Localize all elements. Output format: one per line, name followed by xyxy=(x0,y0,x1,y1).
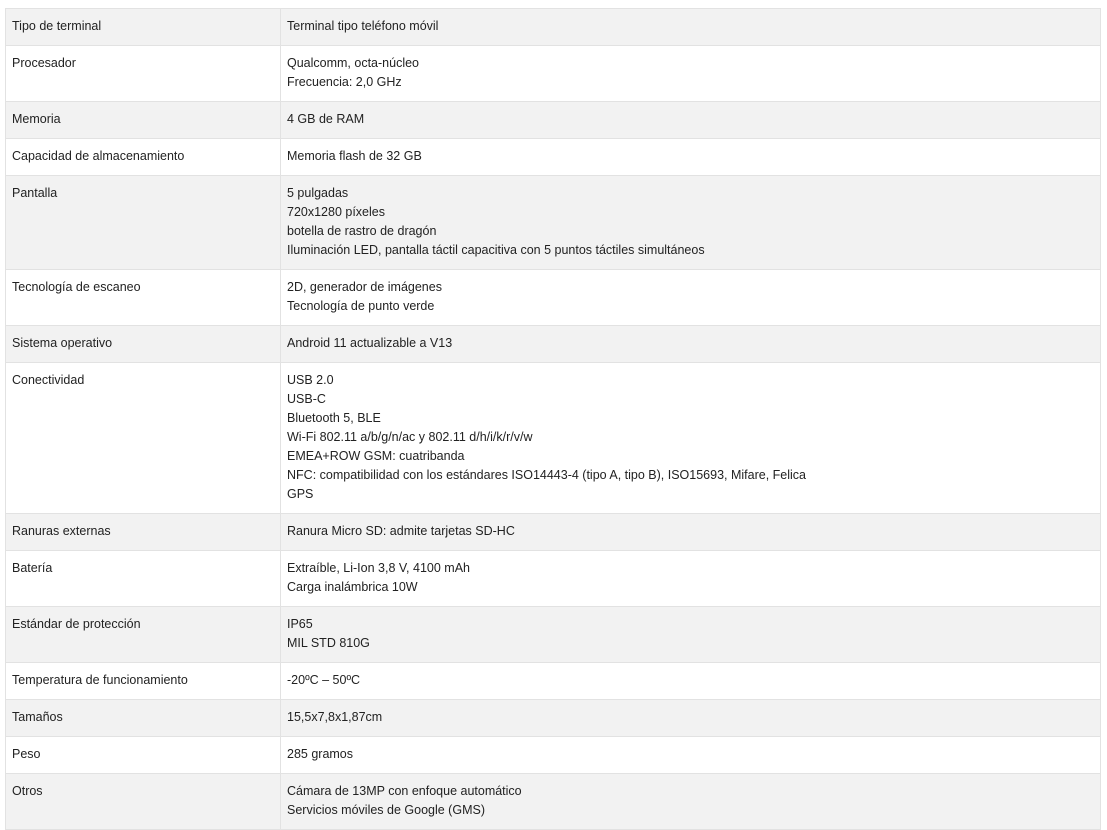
spec-value-line: Frecuencia: 2,0 GHz xyxy=(287,75,402,89)
spec-row xyxy=(6,46,1101,102)
spec-row xyxy=(6,700,1101,737)
spec-table xyxy=(5,8,1101,830)
spec-value-line: NFC: compatibilidad con los estándares ISO14443-4 (tipo A, tipo B), ISO15693, Mifare, Felica xyxy=(287,468,807,482)
spec-value-line: Servicios móviles de Google (GMS) xyxy=(287,803,485,817)
spec-row xyxy=(6,363,1101,514)
spec-label: Ranuras externas xyxy=(6,514,281,551)
spec-value-line: 720x1280 píxeles xyxy=(287,205,385,219)
spec-value xyxy=(281,363,1101,514)
spec-value-line: GPS xyxy=(287,487,314,501)
spec-row xyxy=(6,139,1101,176)
spec-value-line: 285 gramos xyxy=(287,747,354,761)
spec-row xyxy=(6,607,1101,663)
spec-value-line: Carga inalámbrica 10W xyxy=(287,580,418,594)
spec-value-line: USB-C xyxy=(287,392,326,406)
spec-table-body xyxy=(6,9,1101,830)
spec-row xyxy=(6,774,1101,830)
spec-label: Tamaños xyxy=(6,700,281,737)
spec-row xyxy=(6,9,1101,46)
spec-value xyxy=(281,514,1101,551)
spec-value-line: 5 pulgadas xyxy=(287,186,349,200)
spec-label: Pantalla xyxy=(6,176,281,270)
spec-row xyxy=(6,326,1101,363)
spec-label: Temperatura de funcionamiento xyxy=(6,663,281,700)
spec-value-line: 2D, generador de imágenes xyxy=(287,280,442,294)
spec-label: Batería xyxy=(6,551,281,607)
spec-label: Estándar de protección xyxy=(6,607,281,663)
spec-value-line: Terminal tipo teléfono móvil xyxy=(287,19,439,33)
spec-value-line: Extraíble, Li-Ion 3,8 V, 4100 mAh xyxy=(287,561,470,575)
spec-row xyxy=(6,176,1101,270)
spec-value xyxy=(281,326,1101,363)
spec-value-line: USB 2.0 xyxy=(287,373,334,387)
spec-row xyxy=(6,102,1101,139)
spec-row xyxy=(6,270,1101,326)
spec-value xyxy=(281,607,1101,663)
spec-value xyxy=(281,139,1101,176)
spec-value-line: 15,5x7,8x1,87cm xyxy=(287,710,383,724)
spec-value xyxy=(281,774,1101,830)
spec-label: Conectividad xyxy=(6,363,281,514)
spec-value-line: Wi-Fi 802.11 a/b/g/n/ac y 802.11 d/h/i/k/r/v/w xyxy=(287,430,533,444)
spec-value-line: -20ºC – 50ºC xyxy=(287,673,361,687)
spec-value-line: 4 GB de RAM xyxy=(287,112,365,126)
spec-value-line: IP65 xyxy=(287,617,313,631)
spec-value-line: Ranura Micro SD: admite tarjetas SD-HC xyxy=(287,524,515,538)
spec-value-line: Tecnología de punto verde xyxy=(287,299,435,313)
spec-row xyxy=(6,737,1101,774)
spec-value xyxy=(281,663,1101,700)
spec-value xyxy=(281,737,1101,774)
spec-row xyxy=(6,514,1101,551)
spec-label: Tipo de terminal xyxy=(6,9,281,46)
spec-label: Peso xyxy=(6,737,281,774)
spec-label: Otros xyxy=(6,774,281,830)
spec-label: Capacidad de almacenamiento xyxy=(6,139,281,176)
spec-value xyxy=(281,9,1101,46)
spec-value xyxy=(281,176,1101,270)
spec-value-line: EMEA+ROW GSM: cuatribanda xyxy=(287,449,465,463)
spec-value-line: Android 11 actualizable a V13 xyxy=(287,336,453,350)
spec-value-line: Bluetooth 5, BLE xyxy=(287,411,381,425)
spec-row xyxy=(6,551,1101,607)
spec-value xyxy=(281,700,1101,737)
spec-value-line: botella de rastro de dragón xyxy=(287,224,437,238)
spec-value xyxy=(281,102,1101,139)
spec-value-line: MIL STD 810G xyxy=(287,636,370,650)
spec-label: Procesador xyxy=(6,46,281,102)
spec-value-line: Cámara de 13MP con enfoque automático xyxy=(287,784,522,798)
spec-value-line: Iluminación LED, pantalla táctil capacitiva con 5 puntos táctiles simultáneos xyxy=(287,243,705,257)
spec-value-line: Qualcomm, octa-núcleo xyxy=(287,56,420,70)
spec-row xyxy=(6,663,1101,700)
spec-label: Sistema operativo xyxy=(6,326,281,363)
spec-value-line: Memoria flash de 32 GB xyxy=(287,149,422,163)
spec-value xyxy=(281,46,1101,102)
spec-value xyxy=(281,551,1101,607)
spec-label: Memoria xyxy=(6,102,281,139)
spec-value xyxy=(281,270,1101,326)
spec-label: Tecnología de escaneo xyxy=(6,270,281,326)
